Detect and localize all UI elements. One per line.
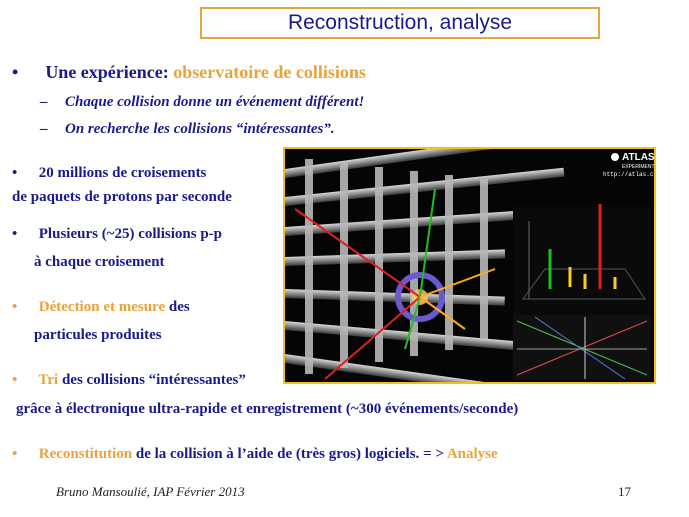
bullet-icon: • (12, 226, 18, 242)
bullet-3-line-2: particules produites (34, 327, 162, 343)
atlas-url: http://atlas.ch (603, 171, 654, 178)
bullet-3-highlight: Détection et mesure (38, 299, 166, 315)
bullet-icon: • (12, 446, 18, 462)
bullet-5-tail: Analyse (446, 446, 498, 462)
bullet-3-line-1 (12, 299, 190, 316)
heading-highlight: observatoire de collisions (173, 62, 366, 82)
sub-item-1 (40, 94, 364, 111)
energy-lego-plot (513, 204, 651, 315)
atlas-logo-icon (611, 153, 619, 161)
bullet-icon: • (12, 62, 19, 82)
atlas-logo-text: ATLAS (622, 152, 654, 163)
sub-item-text: On recherche les collisions “intéressantes”. (65, 121, 335, 137)
bullet-4-line-2: grâce à électronique ultra-rapide et enregistrement (~300 événements/seconde) (16, 401, 519, 417)
bullet-3-text: des (168, 299, 190, 315)
bullet-2-line-1 (12, 226, 222, 243)
heading-lead: Une expérience: (45, 62, 169, 82)
slide-title-box (200, 7, 600, 39)
dash-icon: – (40, 121, 48, 137)
atlas-logo-subtext: EXPERIMENT (622, 164, 654, 170)
heading-line (12, 62, 366, 83)
bullet-2-line-2: à chaque croisement (34, 254, 165, 270)
detector-illustration (285, 149, 654, 382)
bullet-icon: • (12, 165, 18, 181)
bullet-4-line-1 (12, 372, 246, 389)
bullet-5-line (12, 446, 498, 463)
sub-item-2 (40, 121, 335, 138)
atlas-event-display (283, 147, 656, 384)
bullet-2-text: Plusieurs (~25) collisions p-p (38, 226, 223, 242)
bullet-1-line-1 (12, 165, 206, 182)
end-view-panel (513, 315, 651, 380)
dash-icon: – (40, 94, 48, 110)
sub-item-text: Chaque collision donne un événement différent! (65, 94, 365, 110)
footer-author: Bruno Mansoulié, IAP Février 2013 (56, 484, 245, 499)
bullet-1-text: 20 millions de croisements (38, 165, 207, 181)
page-number: 17 (618, 484, 631, 499)
bullet-5-highlight: Reconstitution (38, 446, 133, 462)
bullet-icon: • (12, 372, 18, 388)
bullet-5-text: de la collision à l’aide de (très gros) logiciels. = > (135, 446, 444, 462)
bullet-4-highlight: Tri (38, 372, 59, 388)
bullet-1-line-2: de paquets de protons par seconde (12, 189, 232, 205)
slide-title: Reconstruction, analyse (287, 11, 513, 34)
bullet-4-text: des collisions “intéressantes” (61, 372, 246, 388)
bullet-icon: • (12, 299, 18, 315)
